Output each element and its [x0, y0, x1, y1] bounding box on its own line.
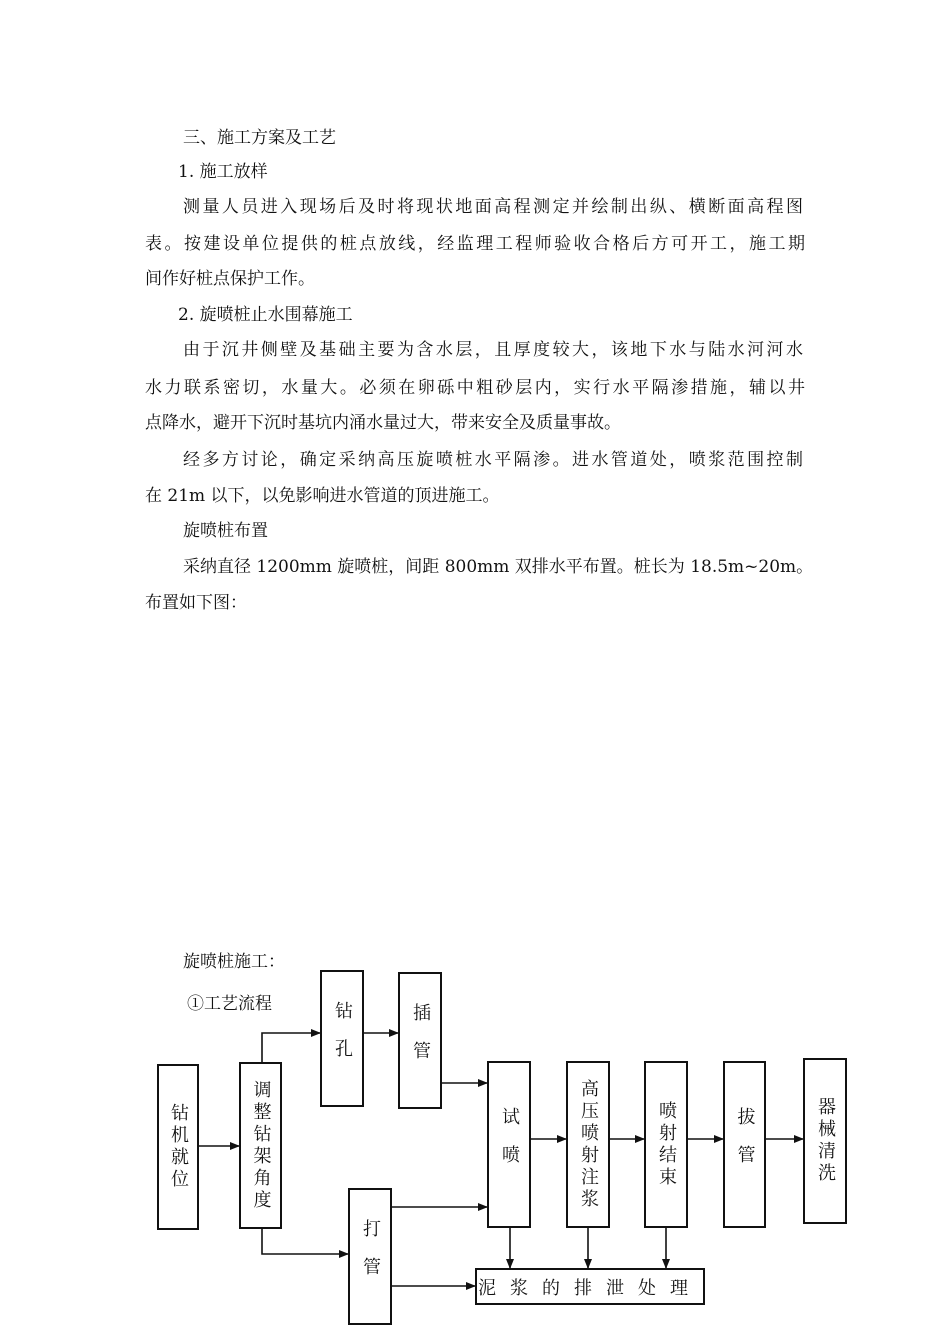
- subheading-layout-plan: 旋喷桩布置: [183, 521, 268, 541]
- flow-title: 旋喷桩施工：: [183, 952, 285, 972]
- box-pull-pipe: 拔管: [723, 1061, 766, 1228]
- paragraph-1-line-3: 间作好桩点保护工作。: [145, 269, 315, 289]
- paragraph-4-line-1: 采纳直径 1200mm 旋喷桩，间距 800mm 双排水平布置。桩长为 18.5m~20m。: [183, 557, 814, 577]
- paragraph-2-line-3: 点降水，避开下沉时基坑内涌水量过大，带来安全及质量事故。: [145, 413, 621, 433]
- paragraph-4-line-2: 布置如下图：: [145, 593, 247, 613]
- arrow-adjust-to-drill: [262, 1033, 320, 1062]
- subheading-layout: 1. 施工放样: [178, 162, 268, 182]
- box-equipment-cleaning: 器械清洗: [803, 1058, 847, 1224]
- paragraph-3-line-1: 经多方讨论，确定采纳高压旋喷桩水平隔渗。进水管道处，喷浆范围控制: [183, 450, 803, 470]
- paragraph-2-line-1: 由于沉井侧壁及基础主要为含水层，且厚度较大，该地下水与陆水河河水: [183, 340, 803, 360]
- box-insert-pipe: 插管: [398, 972, 442, 1109]
- section-title: 三、施工方案及工艺: [183, 128, 336, 148]
- box-adjust-angle: 调整钻架角度: [239, 1062, 282, 1229]
- arrow-adjust-to-drive: [262, 1228, 348, 1254]
- box-drill-positioning: 钻机就位: [157, 1064, 199, 1230]
- paragraph-1-line-1: 测量人员进入现场后及时将现状地面高程测定并绘制出纵、横断面高程图: [183, 197, 803, 217]
- paragraph-1-line-2: 表。按建设单位提供的桩点放线，经监理工程师验收合格后方可开工，施工期: [145, 234, 805, 254]
- box-high-pressure-grouting: 高压喷射注浆: [566, 1061, 610, 1228]
- paragraph-2-line-2: 水力联系密切，水量大。必须在卵砾中粗砂层内，实行水平隔渗措施，辅以井: [145, 378, 805, 398]
- box-spray-end: 喷射结束: [644, 1061, 688, 1228]
- paragraph-3-line-2: 在 21m 以下，以免影响进水管道的顶进施工。: [145, 486, 500, 506]
- box-test-spray: 试喷: [487, 1061, 531, 1228]
- box-mud-disposal: 泥浆的排泄处理: [475, 1268, 705, 1305]
- box-drill-hole: 钻孔: [320, 970, 364, 1107]
- subheading-jet-grouting: 2. 旋喷桩止水围幕施工: [178, 305, 353, 325]
- flow-subtitle: ①工艺流程: [187, 994, 272, 1014]
- box-drive-pipe: 打管: [348, 1188, 392, 1325]
